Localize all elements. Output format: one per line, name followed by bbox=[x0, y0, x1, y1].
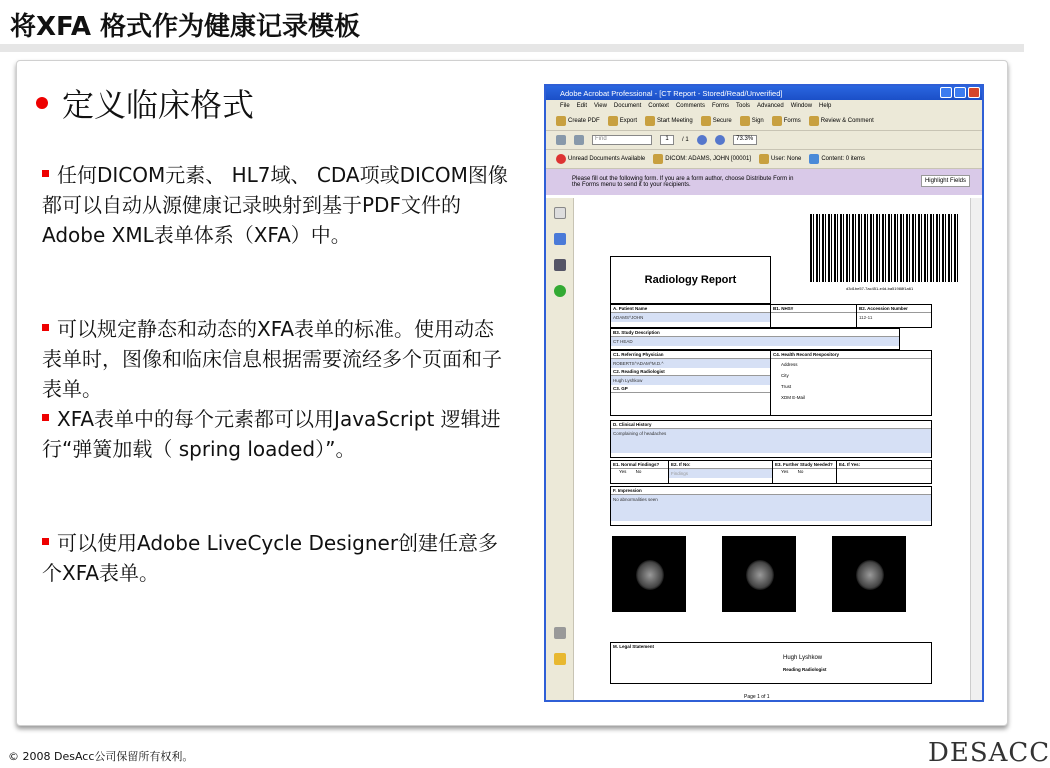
company-logo: DESACC bbox=[928, 738, 1050, 768]
page-footer: Page 1 of 1 bbox=[744, 694, 770, 700]
help-icon[interactable] bbox=[554, 285, 566, 297]
unread-documents-button[interactable]: Unread Documents Available bbox=[556, 154, 645, 164]
meeting-icon bbox=[645, 116, 655, 126]
print-icon[interactable] bbox=[556, 135, 566, 145]
minimize-button[interactable] bbox=[940, 87, 952, 98]
copyright-footer: © 2008 DesAcc公司保留所有权利。 bbox=[8, 750, 194, 763]
lock-icon bbox=[701, 116, 711, 126]
ct-image-1 bbox=[612, 536, 686, 612]
document-page bbox=[574, 198, 970, 700]
normal-yes-radio[interactable]: Yes bbox=[619, 469, 627, 474]
page-number-input[interactable]: 1 bbox=[660, 135, 674, 145]
bullet-4: 可以使用Adobe LiveCycle Designer创建任意多个XFA表单。 bbox=[42, 531, 499, 585]
export-icon bbox=[608, 116, 618, 126]
sign-button[interactable]: Sign bbox=[740, 116, 764, 126]
findings-row: E1. Normal Findings? Yes No E2. If No: Findings E3. Further Study Needed? Yes No E4. If Yes: bbox=[610, 460, 932, 484]
history-field[interactable]: Complaining of headaches bbox=[611, 429, 931, 453]
unread-icon bbox=[556, 154, 566, 164]
form-message: Please fill out the following form. If you are a form author, choose Distribute Form in the Forms menu to send it to your recipients. bbox=[572, 176, 794, 188]
zoom-in-icon[interactable] bbox=[715, 135, 725, 145]
secure-button[interactable]: Secure bbox=[701, 116, 732, 126]
signature-role: Reading Radiologist bbox=[783, 667, 827, 672]
study-field[interactable]: CT HEAD bbox=[611, 337, 899, 346]
menu-file[interactable]: File bbox=[560, 103, 570, 109]
comment-icon bbox=[809, 116, 819, 126]
user-button[interactable]: User: None bbox=[759, 154, 801, 164]
maximize-button[interactable] bbox=[954, 87, 966, 98]
impression-row: F. Impression No abnormalities seen bbox=[610, 486, 932, 526]
patient-row: A. Patient Name ADAMS^JOHN B1. NHS# B2. Accession Number 112-11 bbox=[610, 304, 932, 328]
findings-select[interactable]: Findings bbox=[669, 469, 772, 478]
page-total: / 1 bbox=[682, 137, 689, 143]
patient-icon bbox=[653, 154, 663, 164]
bullet-square-icon bbox=[42, 538, 49, 545]
acrobat-menu-bar bbox=[546, 100, 982, 112]
barcode-text: d3d1be57-7ac451-e4d-ba51988f1a61 bbox=[846, 286, 914, 291]
menu-forms[interactable]: Forms bbox=[711, 103, 729, 109]
reading-field[interactable]: Hugh Lyshkow bbox=[611, 376, 770, 385]
menu-view[interactable]: View bbox=[594, 103, 607, 109]
close-button[interactable] bbox=[968, 87, 980, 98]
barcode-image bbox=[810, 214, 960, 282]
legal-statement-box: M. Legal Statement Hugh Lyshkow Reading Radiologist bbox=[610, 642, 932, 684]
toolbar-navigation bbox=[546, 131, 982, 150]
content-icon bbox=[809, 154, 819, 164]
create-pdf-button[interactable]: Create PDF bbox=[556, 116, 600, 126]
toolbar-context bbox=[546, 150, 982, 169]
referring-field[interactable]: ROBERTS^ADAM^M.D.^ bbox=[611, 359, 770, 368]
acrobat-window-title: Adobe Acrobat Professional - [CT Report - Stored/Read/Unverified] bbox=[560, 88, 783, 98]
zoom-out-icon[interactable] bbox=[697, 135, 707, 145]
zoom-level-select[interactable]: 73.3% bbox=[733, 135, 757, 145]
patient-name-field[interactable]: ADAMS^JOHN bbox=[611, 313, 770, 322]
review-comment-button[interactable]: Review & Comment bbox=[809, 116, 874, 126]
menu-context[interactable]: Context bbox=[648, 103, 669, 109]
ct-image-2 bbox=[722, 536, 796, 612]
menu-tools[interactable]: Tools bbox=[735, 103, 750, 109]
start-meeting-button[interactable]: Start Meeting bbox=[645, 116, 693, 126]
signatures-icon[interactable] bbox=[554, 259, 566, 271]
ct-image-3 bbox=[832, 536, 906, 612]
bullet-square-icon bbox=[42, 414, 49, 421]
highlight-fields-button[interactable]: Highlight Fields bbox=[921, 175, 970, 187]
menu-edit[interactable]: Edit bbox=[576, 103, 588, 109]
menu-help[interactable]: Help bbox=[819, 103, 832, 109]
history-row: D. Clinical History Complaining of headaches bbox=[610, 420, 932, 458]
slide-title: 将XFA 格式作为健康记录模板 bbox=[10, 12, 360, 42]
bullet-2: 可以规定静态和动态的XFA表单的标准。使用动态表单时，图像和临床信息根据需要流经多个页面和子表单。 bbox=[42, 317, 502, 401]
form-message-bar bbox=[546, 169, 982, 195]
report-title: Radiology Report bbox=[610, 256, 771, 304]
user-icon bbox=[759, 154, 769, 164]
acrobat-title-bar bbox=[546, 86, 982, 100]
bullet-1: 任何DICOM元素、 HL7域、 CDA项或DICOM图像都可以自动从源健康记录映射到基于PDF文件的Adobe XML表单体系（XFA）中。 bbox=[42, 163, 508, 247]
content-button[interactable]: Content: 0 items bbox=[809, 154, 865, 164]
navigation-pane bbox=[546, 198, 574, 700]
accession-field[interactable]: 112-11 bbox=[857, 313, 931, 322]
menu-document[interactable]: Document bbox=[613, 103, 642, 109]
menu-advanced[interactable]: Advanced bbox=[757, 103, 784, 109]
study-row: B3. Study Description CT HEAD bbox=[610, 328, 900, 350]
normal-no-radio[interactable]: No bbox=[635, 469, 642, 474]
attachment-icon[interactable] bbox=[554, 627, 566, 639]
bullet-dot-icon bbox=[36, 97, 48, 109]
impression-field[interactable]: No abnormalities seen bbox=[611, 495, 931, 521]
menu-window[interactable]: Window bbox=[790, 103, 813, 109]
pages-icon[interactable] bbox=[554, 207, 566, 219]
vertical-scrollbar[interactable] bbox=[970, 198, 982, 700]
bullet-square-icon bbox=[42, 170, 49, 177]
save-icon[interactable] bbox=[574, 135, 584, 145]
forms-button[interactable]: Forms bbox=[772, 116, 801, 126]
comments-icon[interactable] bbox=[554, 653, 566, 665]
title-divider bbox=[0, 44, 1024, 52]
bullet-3: XFA表单中的每个元素都可以用JavaScript 逻辑进行“弹簧加载（ spring loaded）”。 bbox=[42, 407, 501, 461]
physician-row: C1. Referring Physician ROBERTS^ADAM^M.D.^ C2. Reading Radiologist Hugh Lyshkow C3. GP C4. Health Record Respository Address City Trust XDM E-Mail bbox=[610, 350, 932, 416]
section-heading bbox=[36, 80, 254, 126]
signature-name: Hugh Lyshkow bbox=[783, 655, 823, 661]
menu-comments[interactable]: Comments bbox=[675, 103, 705, 109]
find-input[interactable]: Find bbox=[592, 135, 652, 145]
export-button[interactable]: Export bbox=[608, 116, 637, 126]
further-no-radio[interactable]: No bbox=[797, 469, 804, 474]
toolbar-tasks bbox=[546, 112, 982, 131]
bullet-square-icon bbox=[42, 324, 49, 331]
dicom-patient-button[interactable]: DICOM: ADAMS, JOHN [00001] bbox=[653, 154, 751, 164]
pen-icon bbox=[740, 116, 750, 126]
acrobat-window bbox=[544, 84, 984, 702]
further-yes-radio[interactable]: Yes bbox=[781, 469, 789, 474]
forms-icon bbox=[772, 116, 782, 126]
bookmarks-icon[interactable] bbox=[554, 233, 566, 245]
create-pdf-icon bbox=[556, 116, 566, 126]
section-heading-text: 定义临床格式 bbox=[62, 86, 255, 124]
